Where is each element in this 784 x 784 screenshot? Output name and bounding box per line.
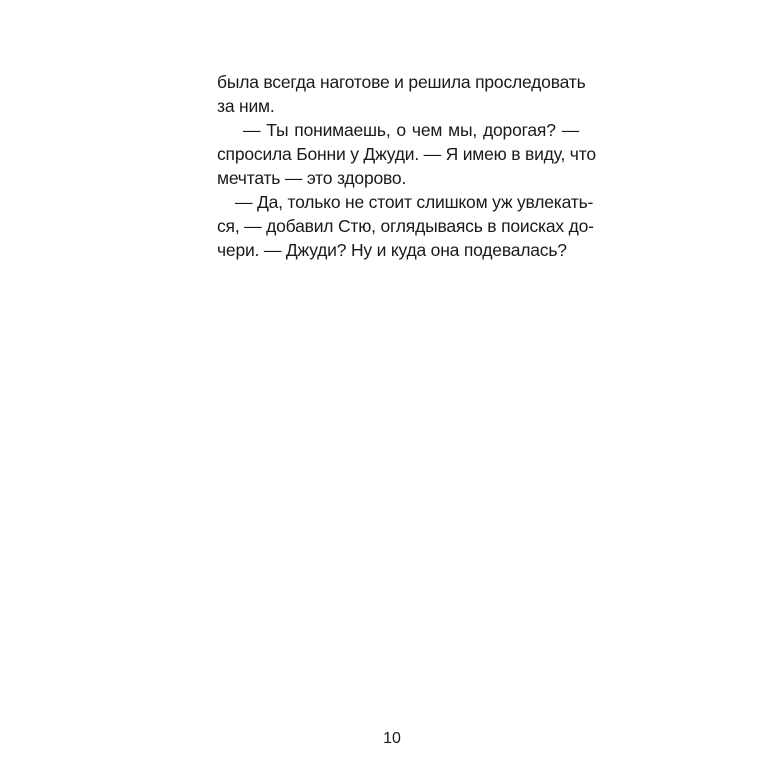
text-line-3: — Ты понимаешь, о чем мы, дорогая? — bbox=[243, 120, 579, 140]
page-number: 10 bbox=[383, 730, 401, 747]
text-line-4: спросила Бонни у Джуди. — Я имею в виду, что bbox=[217, 144, 596, 164]
text-line-1: была всегда наготове и решила проследовать bbox=[217, 72, 586, 92]
text-line-7: ся, — добавил Стю, оглядываясь в поисках до- bbox=[217, 216, 594, 236]
text-line-5: мечтать — это здорово. bbox=[217, 168, 407, 188]
text-line-8: чери. — Джуди? Ну и куда она подевалась? bbox=[217, 240, 567, 260]
body-text bbox=[217, 70, 596, 262]
text-line-6: — Да, только не стоит слишком уж увлекать- bbox=[235, 192, 594, 212]
text-line-2: за ним. bbox=[217, 96, 275, 116]
